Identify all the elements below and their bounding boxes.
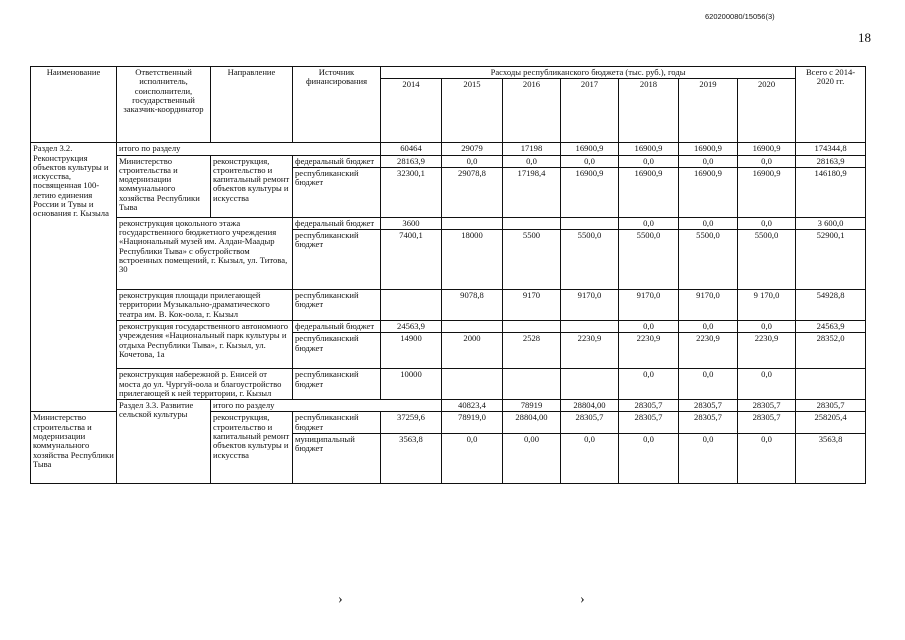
cell: 0,0 [738,320,796,332]
cell: 2230,9 [738,333,796,369]
source-federal: федеральный бюджет [293,155,381,167]
s32-direction: реконструкция, строительство и капитальный ремонт объектов культуры и искусства [211,155,293,217]
cell: 16900,9 [561,167,619,217]
s32-responsible: Министерство строительства и модернизации коммунального хозяйства Республики Тыва [117,155,211,217]
year-2016: 2016 [503,79,561,143]
cell: 28163,9 [796,155,866,167]
cell: 5500,0 [738,230,796,290]
obj4-republican-row [31,369,866,400]
cell: 0,00 [503,433,561,483]
cell: 16900,9 [679,167,738,217]
cell: 28305,7 [619,412,679,434]
header-name: Наименование [31,67,117,143]
source-federal: федеральный бюджет [293,320,381,332]
cell: 18000 [442,230,503,290]
source-republican: республиканский бюджет [293,230,381,290]
cell: 9170 [503,290,561,321]
cell [442,217,503,229]
cell [503,217,561,229]
cell [442,320,503,332]
cell: 24563,9 [796,320,866,332]
cell: 9170,0 [679,290,738,321]
cell: 54928,8 [796,290,866,321]
obj1-description: реконструкция цокольного этажа государственного бюджетного учреждения «Национальный музей им. Алдан-Маадыр Республики Тыва» с обустройством встроенных помещений, г. Кызыл, ул. Титова, 30 [117,217,293,289]
cell: 0,0 [738,369,796,400]
cell: 0,0 [738,433,796,483]
header-source: Источник финансирования [293,67,381,143]
cell: 28305,7 [679,412,738,434]
year-2018: 2018 [619,79,679,143]
cell: 14900 [381,333,442,369]
cell: 5500,0 [561,230,619,290]
year-2020: 2020 [738,79,796,143]
cell: 5500 [503,230,561,290]
cell: 2528 [503,333,561,369]
cell: 9 170,0 [738,290,796,321]
cell: 3 600,0 [796,217,866,229]
s32-federal-row [31,155,866,167]
document-code: 620200080/15056(3) [705,12,775,21]
cell: 17198,4 [503,167,561,217]
cell: 0,0 [679,320,738,332]
cell: 28305,7 [738,400,796,412]
cell [561,320,619,332]
cell: 16900,9 [619,143,679,155]
obj1-federal-row [31,217,866,229]
s32-itogo-row [31,143,866,155]
cell: 37259,6 [381,412,442,434]
source-federal: федеральный бюджет [293,217,381,229]
cell [561,369,619,400]
margin-mark-left: › [338,592,343,607]
s33-itogo-row [31,400,866,412]
cell: 28305,7 [679,400,738,412]
source-republican: республиканский бюджет [293,412,381,434]
cell: 24563,9 [381,320,442,332]
obj2-republican-row [31,290,866,321]
cell: 16900,9 [619,167,679,217]
cell: 28352,0 [796,333,866,369]
cell: 0,0 [619,217,679,229]
year-2019: 2019 [679,79,738,143]
source-republican: республиканский бюджет [293,333,381,369]
cell: 2230,9 [679,333,738,369]
source-republican: республиканский бюджет [293,369,381,400]
cell: 52900,1 [796,230,866,290]
cell: 0,0 [679,369,738,400]
cell: 28305,7 [561,412,619,434]
obj3-federal-row [31,320,866,332]
cell: 78919,0 [442,412,503,434]
year-2014: 2014 [381,79,442,143]
header-direction: Направление [211,67,293,143]
section-3-2-name: Раздел 3.2. Реконструкция объектов культуры и искусства, посвященная 100-летию единения России и Тувы и основания г. Кызыла [31,143,117,412]
header-responsible: Ответственный исполнитель, соисполнители, государственный заказчик-координатор [117,67,211,143]
cell: 0,0 [619,320,679,332]
cell: 0,0 [442,433,503,483]
cell: 3600 [381,217,442,229]
cell: 0,0 [738,155,796,167]
cell [796,369,866,400]
cell: 9170,0 [619,290,679,321]
cell: 0,0 [738,217,796,229]
cell: 0,0 [679,217,738,229]
s32-itogo-label: итого по разделу [117,143,381,155]
header-row-1 [31,67,866,79]
year-2017: 2017 [561,79,619,143]
header-total: Всего с 2014-2020 гг. [796,67,866,143]
cell: 0,0 [619,369,679,400]
cell: 3563,8 [381,433,442,483]
cell: 7400,1 [381,230,442,290]
cell: 60464 [381,143,442,155]
source-republican: республиканский бюджет [293,290,381,321]
cell: 0,0 [561,433,619,483]
cell: 29078,8 [442,167,503,217]
cell: 78919 [503,400,561,412]
cell [503,320,561,332]
s33-itogo-label: итого по разделу [211,400,442,412]
cell: 0,0 [679,433,738,483]
cell [561,217,619,229]
cell: 40823,4 [442,400,503,412]
cell: 28804,00 [561,400,619,412]
cell: 16900,9 [561,143,619,155]
section-3-3-name: Раздел 3.3. Развитие сельской культуры [117,400,211,484]
cell [381,290,442,321]
obj2-description: реконструкция площади прилегающей территории Музыкально-драматического театра им. В. Кок-оола, г. Кызыл [117,290,293,321]
budget-table [30,66,866,484]
cell: 28305,7 [619,400,679,412]
cell: 0,0 [679,155,738,167]
cell: 29079 [442,143,503,155]
cell: 2230,9 [619,333,679,369]
cell: 2000 [442,333,503,369]
cell: 10000 [381,369,442,400]
cell: 28163,9 [381,155,442,167]
cell: 28305,7 [738,412,796,434]
year-2015: 2015 [442,79,503,143]
cell: 28305,7 [796,400,866,412]
page-number: 18 [858,30,871,45]
cell: 0,0 [561,155,619,167]
cell [442,369,503,400]
cell: 17198 [503,143,561,155]
cell: 9170,0 [561,290,619,321]
cell: 258205,4 [796,412,866,434]
cell: 28804,00 [503,412,561,434]
cell: 32300,1 [381,167,442,217]
cell: 2230,9 [561,333,619,369]
source-republican: республиканский бюджет [293,167,381,217]
cell: 0,0 [503,155,561,167]
cell: 5500,0 [679,230,738,290]
s33-direction: реконструкция, строительство и капитальный ремонт объектов культуры и искусства [211,412,293,484]
cell: 16900,9 [738,167,796,217]
cell: 3563,8 [796,433,866,483]
cell: 16900,9 [679,143,738,155]
cell: 174344,8 [796,143,866,155]
cell [503,369,561,400]
cell: 0,0 [619,433,679,483]
margin-mark-right: › [580,592,585,607]
s33-responsible: Министерство строительства и модернизации коммунального хозяйства Республики Тыва [31,412,117,484]
header-expenses: Расходы республиканского бюджета (тыс. руб.), годы [381,67,796,79]
obj4-description: реконструкция набережной р. Енисей от моста до ул. Чургуй-оола и благоустройство прилегающей к ней территории, г. Кызыл [117,369,293,400]
cell: 9078,8 [442,290,503,321]
cell: 0,0 [442,155,503,167]
source-municipal: муниципальный бюджет [293,433,381,483]
obj3-description: реконструкция государственного автономного учреждения «Национальный парк культуры и отдыха Республики Тыва», г. Кызыл, ул. Кочетова, 1а [117,320,293,368]
cell: 146180,9 [796,167,866,217]
cell: 16900,9 [738,143,796,155]
cell: 0,0 [619,155,679,167]
cell: 5500,0 [619,230,679,290]
